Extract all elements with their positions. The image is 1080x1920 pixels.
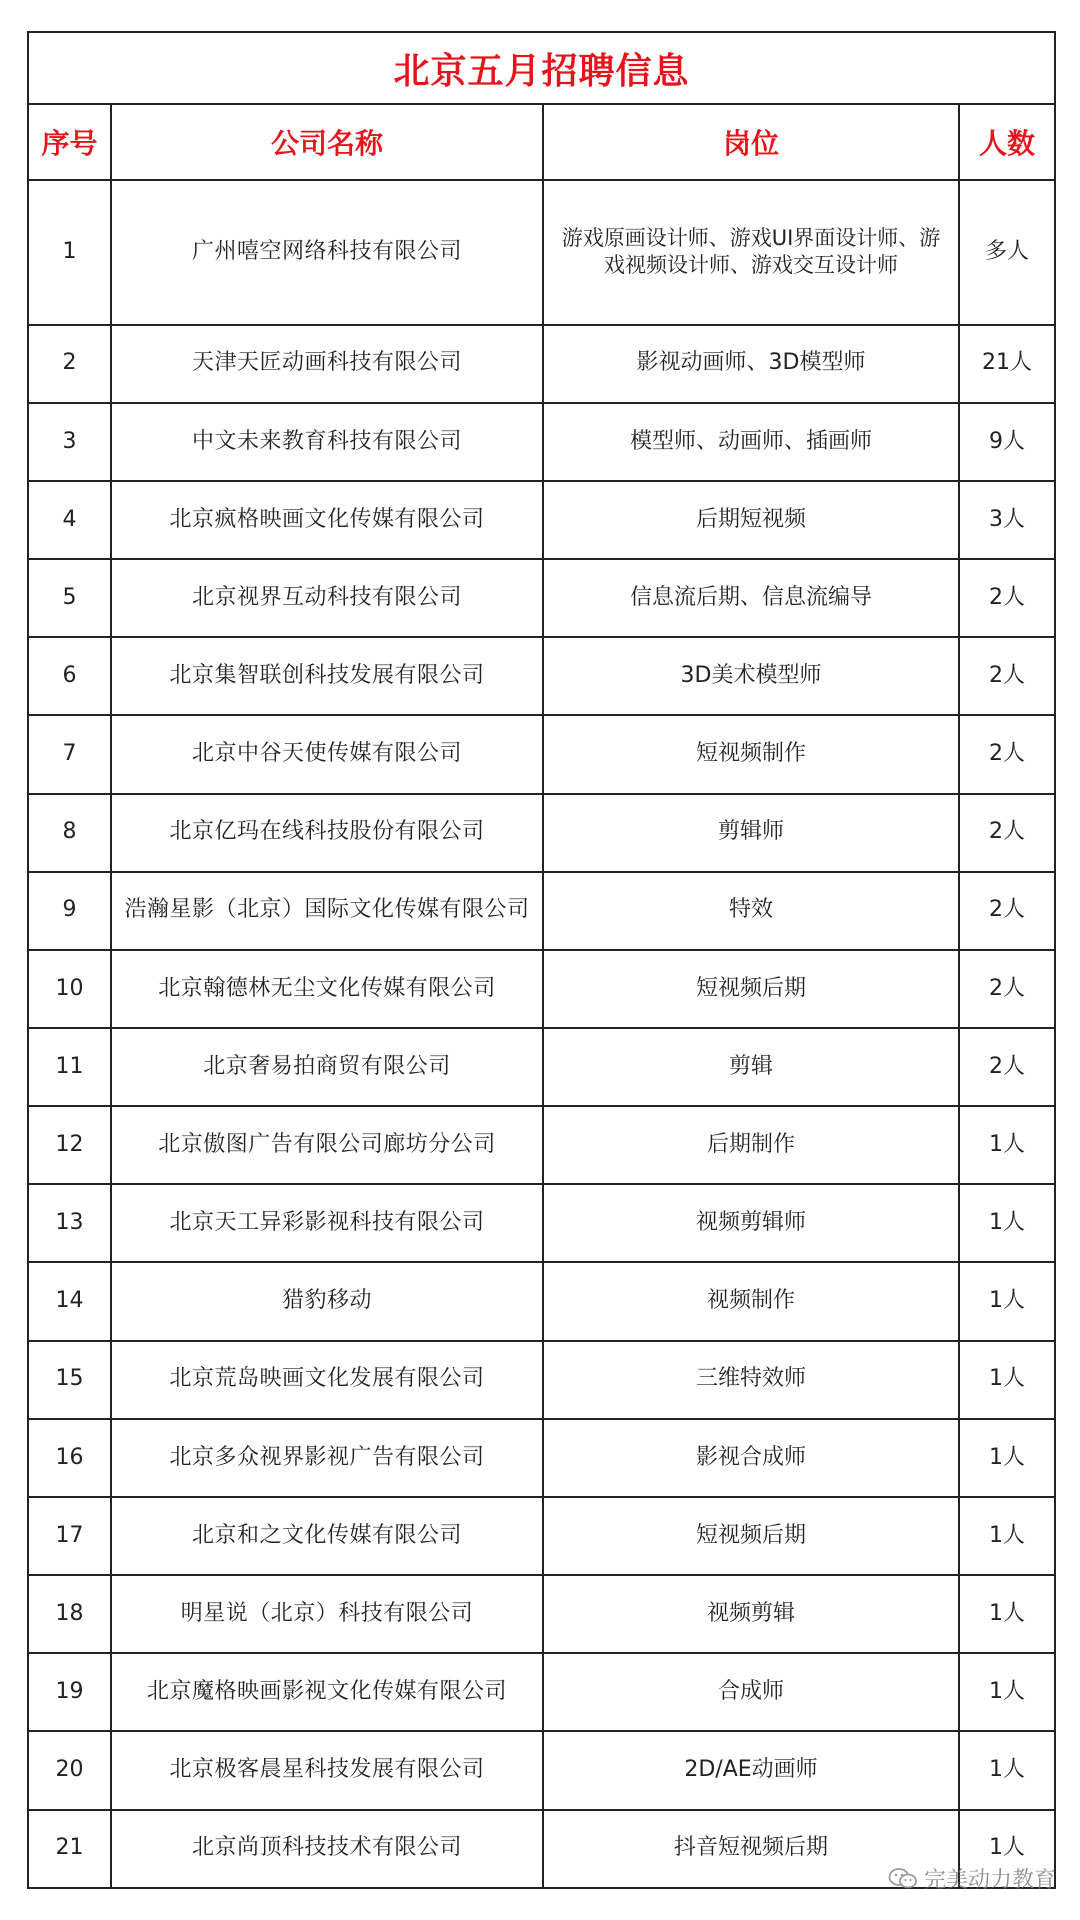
headcount: 2人 (959, 950, 1055, 1028)
headcount: 1人 (959, 1106, 1055, 1184)
company-name: 北京尚顶科技技术有限公司 (111, 1810, 543, 1888)
position-name: 短视频后期 (543, 950, 959, 1028)
wechat-icon (888, 1867, 918, 1891)
headcount: 1人 (959, 1419, 1055, 1497)
position-name: 视频剪辑 (543, 1575, 959, 1653)
company-name: 广州嘻空网络科技有限公司 (111, 180, 543, 325)
row-index: 14 (28, 1262, 111, 1340)
table-row (28, 180, 1055, 325)
watermark (888, 1863, 1056, 1894)
company-name: 北京翰德林无尘文化传媒有限公司 (111, 950, 543, 1028)
table-row (28, 1497, 1055, 1575)
row-index: 1 (28, 180, 111, 325)
table-row (28, 559, 1055, 637)
headcount: 21人 (959, 325, 1055, 403)
table-row (28, 481, 1055, 559)
company-name: 猎豹移动 (111, 1262, 543, 1340)
table-row (28, 872, 1055, 950)
company-name: 北京视界互动科技有限公司 (111, 559, 543, 637)
table-row (28, 1262, 1055, 1340)
company-name: 浩瀚星影（北京）国际文化传媒有限公司 (111, 872, 543, 950)
table-row (28, 1184, 1055, 1262)
row-index: 9 (28, 872, 111, 950)
table-row (28, 1731, 1055, 1809)
headcount: 2人 (959, 794, 1055, 872)
position-name: 影视合成师 (543, 1419, 959, 1497)
company-name: 北京傲图广告有限公司廊坊分公司 (111, 1106, 543, 1184)
row-index: 8 (28, 794, 111, 872)
position-name: 后期制作 (543, 1106, 959, 1184)
headcount: 1人 (959, 1497, 1055, 1575)
headcount: 2人 (959, 637, 1055, 715)
company-name: 北京极客晨星科技发展有限公司 (111, 1731, 543, 1809)
table-row (28, 637, 1055, 715)
row-index: 21 (28, 1810, 111, 1888)
headcount: 9人 (959, 403, 1055, 481)
position-name: 短视频制作 (543, 715, 959, 793)
row-index: 11 (28, 1028, 111, 1106)
watermark-text: 完美动力教育 (923, 1868, 1056, 1893)
row-index: 20 (28, 1731, 111, 1809)
headcount: 多人 (959, 180, 1055, 325)
header-company: 公司名称 (111, 104, 543, 180)
table-row (28, 1028, 1055, 1106)
position-name: 视频剪辑师 (543, 1184, 959, 1262)
headcount: 1人 (959, 1184, 1055, 1262)
position-name: 特效 (543, 872, 959, 950)
recruitment-sheet (27, 31, 1054, 1889)
position-name: 合成师 (543, 1653, 959, 1731)
table-row (28, 1106, 1055, 1184)
company-name: 北京疯格映画文化传媒有限公司 (111, 481, 543, 559)
headcount: 1人 (959, 1575, 1055, 1653)
position-name: 2D/AE动画师 (543, 1731, 959, 1809)
page-title: 北京五月招聘信息 (28, 32, 1055, 104)
row-index: 10 (28, 950, 111, 1028)
table-row (28, 794, 1055, 872)
company-name: 中文未来教育科技有限公司 (111, 403, 543, 481)
headcount: 3人 (959, 481, 1055, 559)
row-index: 5 (28, 559, 111, 637)
company-name: 北京亿玛在线科技股份有限公司 (111, 794, 543, 872)
position-name: 影视动画师、3D模型师 (543, 325, 959, 403)
table-row (28, 403, 1055, 481)
position-name: 短视频后期 (543, 1497, 959, 1575)
row-index: 7 (28, 715, 111, 793)
table-body (28, 180, 1055, 1888)
position-name: 剪辑师 (543, 794, 959, 872)
position-name: 三维特效师 (543, 1341, 959, 1419)
row-index: 17 (28, 1497, 111, 1575)
header-count: 人数 (959, 104, 1055, 180)
headcount: 1人 (959, 1262, 1055, 1340)
row-index: 3 (28, 403, 111, 481)
position-name: 信息流后期、信息流编导 (543, 559, 959, 637)
header-index: 序号 (28, 104, 111, 180)
headcount: 2人 (959, 715, 1055, 793)
row-index: 4 (28, 481, 111, 559)
row-index: 15 (28, 1341, 111, 1419)
table-row (28, 950, 1055, 1028)
headcount: 1人 (959, 1341, 1055, 1419)
table-row (28, 1575, 1055, 1653)
table-row (28, 1653, 1055, 1731)
company-name: 北京多众视界影视广告有限公司 (111, 1419, 543, 1497)
company-name: 北京天工异彩影视科技有限公司 (111, 1184, 543, 1262)
recruitment-table (27, 31, 1056, 1889)
company-name: 北京奢易拍商贸有限公司 (111, 1028, 543, 1106)
headcount: 1人 (959, 1810, 1055, 1888)
company-name: 北京魔格映画影视文化传媒有限公司 (111, 1653, 543, 1731)
row-index: 18 (28, 1575, 111, 1653)
table-header-row (28, 104, 1055, 180)
position-name: 后期短视频 (543, 481, 959, 559)
company-name: 北京集智联创科技发展有限公司 (111, 637, 543, 715)
table-row (28, 715, 1055, 793)
row-index: 13 (28, 1184, 111, 1262)
company-name: 天津天匠动画科技有限公司 (111, 325, 543, 403)
position-name: 模型师、动画师、插画师 (543, 403, 959, 481)
row-index: 12 (28, 1106, 111, 1184)
row-index: 2 (28, 325, 111, 403)
header-position: 岗位 (543, 104, 959, 180)
table-row (28, 1419, 1055, 1497)
company-name: 明星说（北京）科技有限公司 (111, 1575, 543, 1653)
table-row (28, 1341, 1055, 1419)
position-name: 抖音短视频后期 (543, 1810, 959, 1888)
headcount: 2人 (959, 559, 1055, 637)
position-name: 剪辑 (543, 1028, 959, 1106)
headcount: 2人 (959, 1028, 1055, 1106)
row-index: 6 (28, 637, 111, 715)
position-name: 视频制作 (543, 1262, 959, 1340)
row-index: 19 (28, 1653, 111, 1731)
company-name: 北京荒岛映画文化发展有限公司 (111, 1341, 543, 1419)
table-row (28, 325, 1055, 403)
row-index: 16 (28, 1419, 111, 1497)
headcount: 2人 (959, 872, 1055, 950)
headcount: 1人 (959, 1731, 1055, 1809)
position-name: 游戏原画设计师、游戏UI界面设计师、游戏视频设计师、游戏交互设计师 (543, 180, 959, 325)
company-name: 北京中谷天使传媒有限公司 (111, 715, 543, 793)
company-name: 北京和之文化传媒有限公司 (111, 1497, 543, 1575)
headcount: 1人 (959, 1653, 1055, 1731)
position-name: 3D美术模型师 (543, 637, 959, 715)
